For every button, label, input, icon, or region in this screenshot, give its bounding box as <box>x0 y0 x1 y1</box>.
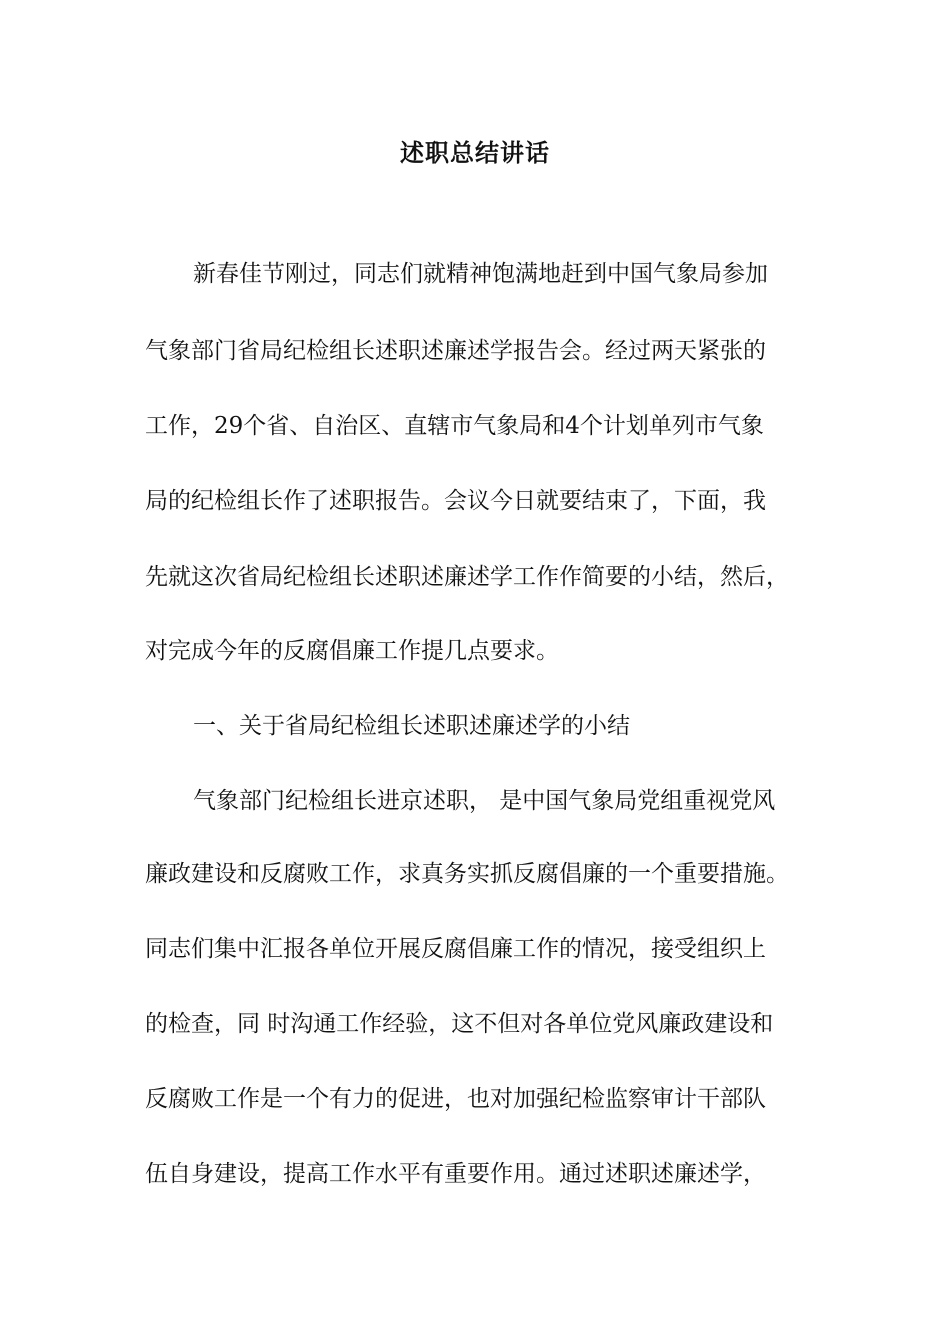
paragraph-line: 的检查，同 时沟通工作经验，这不但对各单位党风廉政建设和 <box>145 1011 774 1037</box>
paragraph-line: 气象部门省局纪检组长述职述廉述学报告会。经过两天紧张的 <box>145 338 766 364</box>
paragraph-line: 同志们集中汇报各单位开展反腐倡廉工作的情况，接受组织上 <box>145 936 766 962</box>
paragraph-line: 反腐败工作是一个有力的促进，也对加强纪检监察审计干部队 <box>145 1086 766 1112</box>
paragraph-line: 工作，29个省、自治区、直辖市气象局和4个计划单列市气象 <box>145 413 764 439</box>
document-title: 述职总结讲话 <box>400 138 550 167</box>
paragraph-line: 先就这次省局纪检组长述职述廉述学工作作简要的小结，然后， <box>145 564 789 590</box>
section-heading: 一、关于省局纪检组长述职述廉述学的小结 <box>193 713 630 739</box>
paragraph-line: 对完成今年的反腐倡廉工作提几点要求。 <box>145 638 559 664</box>
paragraph-line: 新春佳节刚过，同志们就精神饱满地赶到中国气象局参加 <box>193 261 768 287</box>
paragraph-line: 局的纪检组长作了述职报告。会议今日就要结束了，下面，我 <box>145 488 766 514</box>
paragraph-line: 气象部门纪检组长进京述职， 是中国气象局党组重视党风 <box>193 788 776 814</box>
paragraph-line: 伍自身建设，提高工作水平有重要作用。通过述职述廉述学， <box>145 1161 766 1187</box>
paragraph-line: 廉政建设和反腐败工作，求真务实抓反腐倡廉的一个重要措施。 <box>145 861 789 887</box>
